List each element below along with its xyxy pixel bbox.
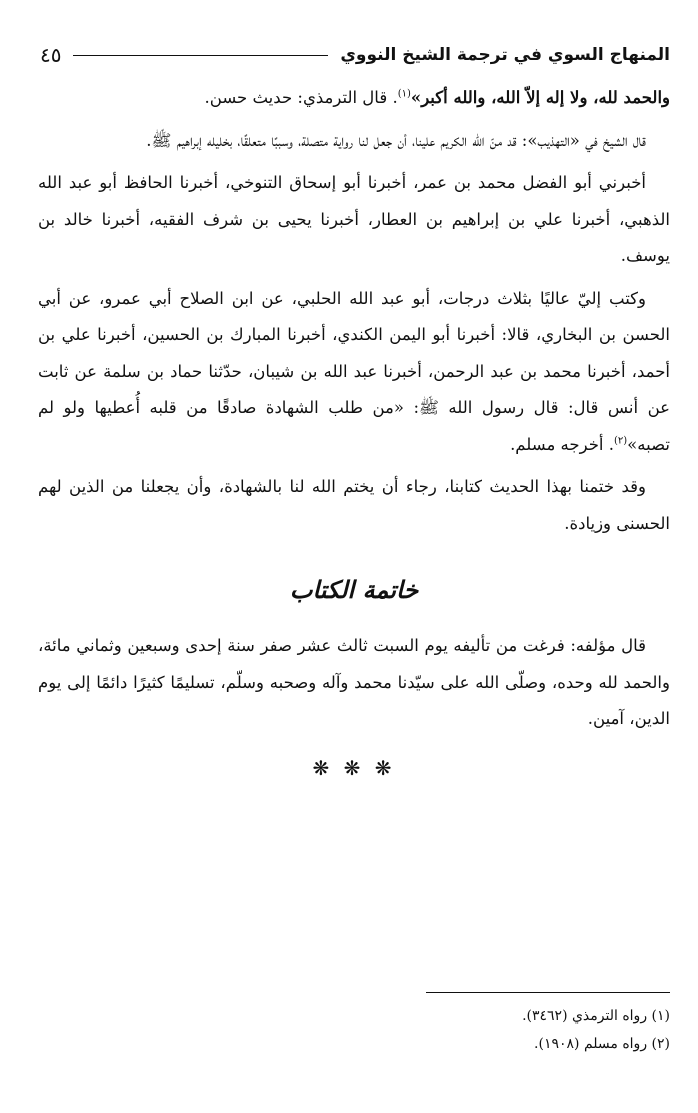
- paragraph-tahdhib: قال الشيخ في «التهذيب»: قد منّ الله الكريم علينا، أن جعل لنا رواية متصلة، وسببًا متعلقًا، بخليله إبراهيم ﷺ.: [146, 130, 646, 150]
- tirmidhi-grading: . قال الترمذي: حديث حسن.: [204, 88, 398, 107]
- muslim-attribution: . أخرجه مسلم.: [510, 434, 614, 454]
- paragraph-continuation: [38, 80, 670, 117]
- footnotes: [38, 1002, 670, 1058]
- footnote-2: (٢) رواه مسلم (١٩٠٨).: [534, 1036, 670, 1052]
- paragraph-chain-1: أخبرني أبو الفضل محمد بن عمر، أخبرنا أبو إسحاق التنوخي، أخبرنا الحافظ أبو عبد الله الذهبي، أخبرنا علي بن إبراهيم بن العطار، أخبرنا يحيى بن شرف الفقيه، أخبرنا خالد بن يوسف.: [38, 173, 670, 265]
- chain-and-hadith: وكتب إليّ عاليًا بثلاث درجات، أبو عبد الله الحلبي، عن ابن الصلاح أبي عمرو، عن أبي الحسن بن البخاري، قالا: أخبرنا أبو اليمن الكندي، أخبرنا المبارك بن الحسين، أخبرنا علي بن أحمد، أخبرنا محمد بن عبد الرحمن، أخبرنا عبد الله بن شيبان، حدّثنا حماد بن سلمة عن ثابت عن أنس قال: قال رسول الله ﷺ: «من طلب الشهادة صادقًا من قلبه أُعطيها ولو لم تصبه»: [38, 288, 670, 454]
- header-title: المنهاج السوي في ترجمة الشيخ النووي: [340, 45, 670, 65]
- paragraph-closing: وقد ختمنا بهذا الحديث كتابنا، رجاء أن يختم الله لنا بالشهادة، وأن يجعلنا من الذين لهم الحسنى وزيادة.: [38, 477, 670, 533]
- paragraph-colophon: قال مؤلفه: فرغت من تأليفه يوم السبت ثالث عشر صفر سنة إحدى وسبعين وثماني مائة، والحمد لله وحده، وصلّى الله على سيّدنا محمد وآله وصحبه وسلّم، تسليمًا كثيرًا دائمًا إلى يوم الدين، آمين.: [38, 636, 670, 728]
- hadith-ending: والحمد لله، ولا إله إلاّ الله، والله أكبر»: [410, 88, 670, 107]
- header-rule: [73, 55, 328, 56]
- section-heading: خاتمة الكتاب: [289, 576, 419, 604]
- page-number: ٤٥: [40, 43, 62, 67]
- footnote-1: (١) رواه الترمذي (٣٤٦٢).: [522, 1008, 670, 1024]
- footnote-marker-1: (١): [397, 88, 411, 100]
- footnote-marker-2: (٢): [613, 435, 628, 446]
- conclusion-text: [38, 628, 670, 738]
- footnote-separator: [426, 992, 670, 993]
- main-text: [38, 80, 670, 542]
- running-header: [38, 38, 670, 72]
- paragraph-chain-2: [38, 281, 670, 464]
- book-page: [38, 28, 670, 1098]
- ornament-stars: ❋ ❋ ❋: [312, 756, 396, 780]
